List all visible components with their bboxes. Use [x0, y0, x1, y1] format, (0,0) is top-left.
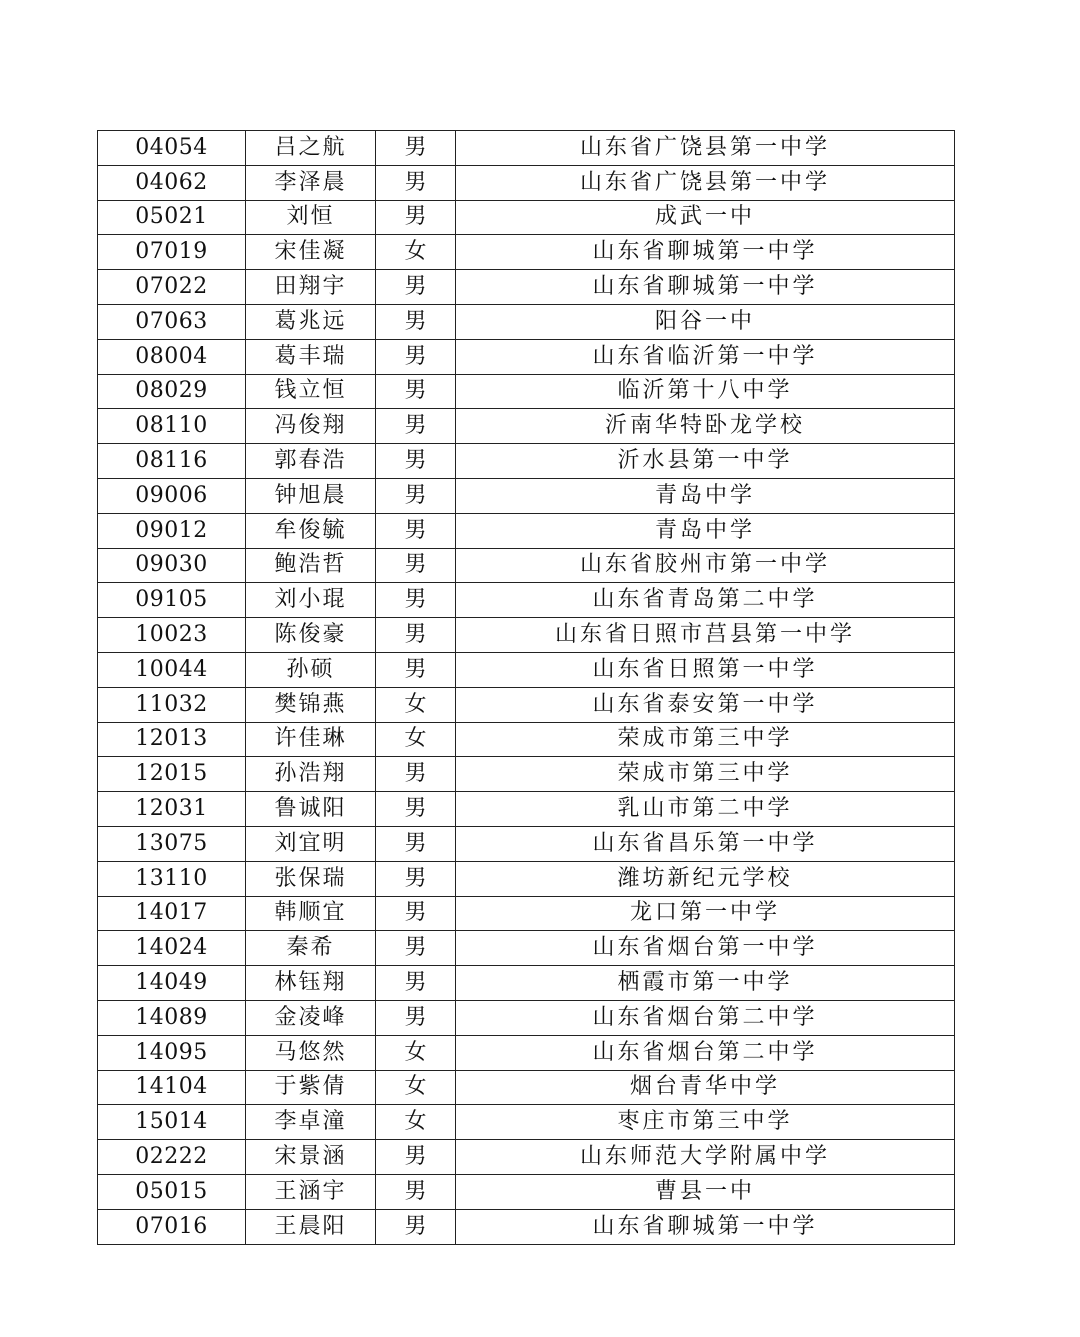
cell-exam-id: 12015 [98, 757, 246, 792]
cell-exam-id: 09006 [98, 478, 246, 513]
cell-school: 潍坊新纪元学校 [456, 861, 955, 896]
table-row [98, 1105, 955, 1140]
cell-student-name: 林钰翔 [246, 966, 376, 1001]
cell-gender: 女 [376, 1070, 456, 1105]
cell-school: 曹县一中 [456, 1174, 955, 1209]
cell-student-name: 宋景涵 [246, 1140, 376, 1175]
cell-gender: 男 [376, 861, 456, 896]
cell-school: 荣成市第三中学 [456, 722, 955, 757]
table-row [98, 200, 955, 235]
table-row [98, 1140, 955, 1175]
cell-gender: 男 [376, 131, 456, 166]
cell-student-name: 牟俊毓 [246, 513, 376, 548]
cell-school: 沂水县第一中学 [456, 444, 955, 479]
cell-gender: 男 [376, 478, 456, 513]
table-row [98, 444, 955, 479]
table-row [98, 896, 955, 931]
cell-school: 荣成市第三中学 [456, 757, 955, 792]
cell-gender: 男 [376, 966, 456, 1001]
cell-gender: 男 [376, 1209, 456, 1244]
cell-gender: 男 [376, 165, 456, 200]
cell-gender: 男 [376, 1174, 456, 1209]
table-row [98, 304, 955, 339]
cell-student-name: 王晨阳 [246, 1209, 376, 1244]
cell-school: 山东省昌乐第一中学 [456, 826, 955, 861]
cell-school: 山东省临沂第一中学 [456, 339, 955, 374]
table-row [98, 583, 955, 618]
cell-student-name: 葛兆远 [246, 304, 376, 339]
cell-school: 山东省胶州市第一中学 [456, 548, 955, 583]
cell-gender: 男 [376, 618, 456, 653]
cell-student-name: 秦希 [246, 931, 376, 966]
cell-student-name: 鲁诚阳 [246, 792, 376, 827]
cell-student-name: 宋佳凝 [246, 235, 376, 270]
cell-gender: 男 [376, 409, 456, 444]
cell-student-name: 孙硕 [246, 652, 376, 687]
cell-gender: 女 [376, 1035, 456, 1070]
table-row [98, 131, 955, 166]
cell-gender: 女 [376, 1105, 456, 1140]
table-row [98, 792, 955, 827]
cell-student-name: 田翔宇 [246, 270, 376, 305]
cell-student-name: 孙浩翔 [246, 757, 376, 792]
cell-gender: 男 [376, 548, 456, 583]
table-row [98, 861, 955, 896]
table-row [98, 687, 955, 722]
cell-school: 临沂第十八中学 [456, 374, 955, 409]
cell-exam-id: 10023 [98, 618, 246, 653]
cell-student-name: 鲍浩哲 [246, 548, 376, 583]
cell-exam-id: 05021 [98, 200, 246, 235]
table-row [98, 409, 955, 444]
cell-exam-id: 14049 [98, 966, 246, 1001]
cell-exam-id: 15014 [98, 1105, 246, 1140]
cell-student-name: 冯俊翔 [246, 409, 376, 444]
cell-student-name: 陈俊豪 [246, 618, 376, 653]
table-row [98, 1209, 955, 1244]
table-row [98, 339, 955, 374]
cell-student-name: 马悠然 [246, 1035, 376, 1070]
cell-gender: 男 [376, 826, 456, 861]
cell-student-name: 金凌峰 [246, 1000, 376, 1035]
cell-exam-id: 09105 [98, 583, 246, 618]
cell-school: 山东省广饶县第一中学 [456, 131, 955, 166]
cell-gender: 男 [376, 896, 456, 931]
cell-exam-id: 08029 [98, 374, 246, 409]
cell-exam-id: 07063 [98, 304, 246, 339]
table-row [98, 270, 955, 305]
cell-student-name: 吕之航 [246, 131, 376, 166]
cell-exam-id: 12031 [98, 792, 246, 827]
cell-student-name: 刘恒 [246, 200, 376, 235]
cell-school: 山东省聊城第一中学 [456, 1209, 955, 1244]
cell-student-name: 于紫倩 [246, 1070, 376, 1105]
cell-student-name: 李泽晨 [246, 165, 376, 200]
cell-exam-id: 08004 [98, 339, 246, 374]
cell-exam-id: 05015 [98, 1174, 246, 1209]
cell-exam-id: 07016 [98, 1209, 246, 1244]
cell-student-name: 张保瑞 [246, 861, 376, 896]
cell-school: 栖霞市第一中学 [456, 966, 955, 1001]
cell-exam-id: 11032 [98, 687, 246, 722]
cell-student-name: 钱立恒 [246, 374, 376, 409]
table-row [98, 1035, 955, 1070]
cell-exam-id: 12013 [98, 722, 246, 757]
cell-exam-id: 08110 [98, 409, 246, 444]
cell-student-name: 刘宜明 [246, 826, 376, 861]
cell-school: 山东省烟台第二中学 [456, 1000, 955, 1035]
cell-gender: 男 [376, 339, 456, 374]
roster-table [97, 130, 955, 1245]
cell-school: 烟台青华中学 [456, 1070, 955, 1105]
cell-gender: 女 [376, 687, 456, 722]
cell-school: 青岛中学 [456, 513, 955, 548]
table-row [98, 513, 955, 548]
table-row [98, 757, 955, 792]
table-row [98, 165, 955, 200]
cell-exam-id: 04062 [98, 165, 246, 200]
cell-school: 枣庄市第三中学 [456, 1105, 955, 1140]
cell-student-name: 韩顺宜 [246, 896, 376, 931]
cell-student-name: 刘小琨 [246, 583, 376, 618]
table-row [98, 722, 955, 757]
cell-school: 山东省日照市莒县第一中学 [456, 618, 955, 653]
cell-gender: 男 [376, 304, 456, 339]
cell-student-name: 许佳琳 [246, 722, 376, 757]
cell-school: 阳谷一中 [456, 304, 955, 339]
table-row [98, 826, 955, 861]
cell-school: 乳山市第二中学 [456, 792, 955, 827]
cell-gender: 男 [376, 931, 456, 966]
cell-student-name: 樊锦燕 [246, 687, 376, 722]
cell-school: 山东省聊城第一中学 [456, 270, 955, 305]
cell-gender: 男 [376, 792, 456, 827]
cell-gender: 男 [376, 513, 456, 548]
cell-gender: 男 [376, 374, 456, 409]
table-row [98, 652, 955, 687]
cell-exam-id: 09012 [98, 513, 246, 548]
roster-table-body [98, 131, 955, 1245]
cell-exam-id: 04054 [98, 131, 246, 166]
cell-exam-id: 09030 [98, 548, 246, 583]
cell-exam-id: 07022 [98, 270, 246, 305]
cell-student-name: 李卓潼 [246, 1105, 376, 1140]
table-row [98, 374, 955, 409]
cell-school: 沂南华特卧龙学校 [456, 409, 955, 444]
cell-gender: 男 [376, 444, 456, 479]
cell-school: 山东省日照第一中学 [456, 652, 955, 687]
cell-exam-id: 14089 [98, 1000, 246, 1035]
cell-school: 山东省广饶县第一中学 [456, 165, 955, 200]
table-row [98, 618, 955, 653]
cell-gender: 男 [376, 200, 456, 235]
table-row [98, 931, 955, 966]
table-row [98, 235, 955, 270]
cell-exam-id: 14095 [98, 1035, 246, 1070]
cell-gender: 女 [376, 235, 456, 270]
cell-exam-id: 10044 [98, 652, 246, 687]
cell-gender: 男 [376, 583, 456, 618]
cell-gender: 男 [376, 652, 456, 687]
cell-school: 青岛中学 [456, 478, 955, 513]
table-row [98, 1000, 955, 1035]
cell-exam-id: 07019 [98, 235, 246, 270]
cell-student-name: 葛丰瑞 [246, 339, 376, 374]
cell-school: 龙口第一中学 [456, 896, 955, 931]
cell-gender: 男 [376, 757, 456, 792]
cell-gender: 男 [376, 1140, 456, 1175]
cell-gender: 女 [376, 722, 456, 757]
table-row [98, 1174, 955, 1209]
cell-student-name: 王涵宇 [246, 1174, 376, 1209]
cell-school: 山东师范大学附属中学 [456, 1140, 955, 1175]
cell-exam-id: 13110 [98, 861, 246, 896]
cell-school: 成武一中 [456, 200, 955, 235]
table-row [98, 966, 955, 1001]
cell-exam-id: 08116 [98, 444, 246, 479]
cell-school: 山东省泰安第一中学 [456, 687, 955, 722]
cell-school: 山东省青岛第二中学 [456, 583, 955, 618]
cell-exam-id: 14024 [98, 931, 246, 966]
cell-exam-id: 02222 [98, 1140, 246, 1175]
table-row [98, 478, 955, 513]
table-row [98, 1070, 955, 1105]
cell-school: 山东省烟台第二中学 [456, 1035, 955, 1070]
cell-school: 山东省烟台第一中学 [456, 931, 955, 966]
cell-exam-id: 14104 [98, 1070, 246, 1105]
cell-school: 山东省聊城第一中学 [456, 235, 955, 270]
cell-exam-id: 14017 [98, 896, 246, 931]
cell-student-name: 郭春浩 [246, 444, 376, 479]
cell-exam-id: 13075 [98, 826, 246, 861]
cell-gender: 男 [376, 270, 456, 305]
cell-student-name: 钟旭晨 [246, 478, 376, 513]
table-row [98, 548, 955, 583]
cell-gender: 男 [376, 1000, 456, 1035]
